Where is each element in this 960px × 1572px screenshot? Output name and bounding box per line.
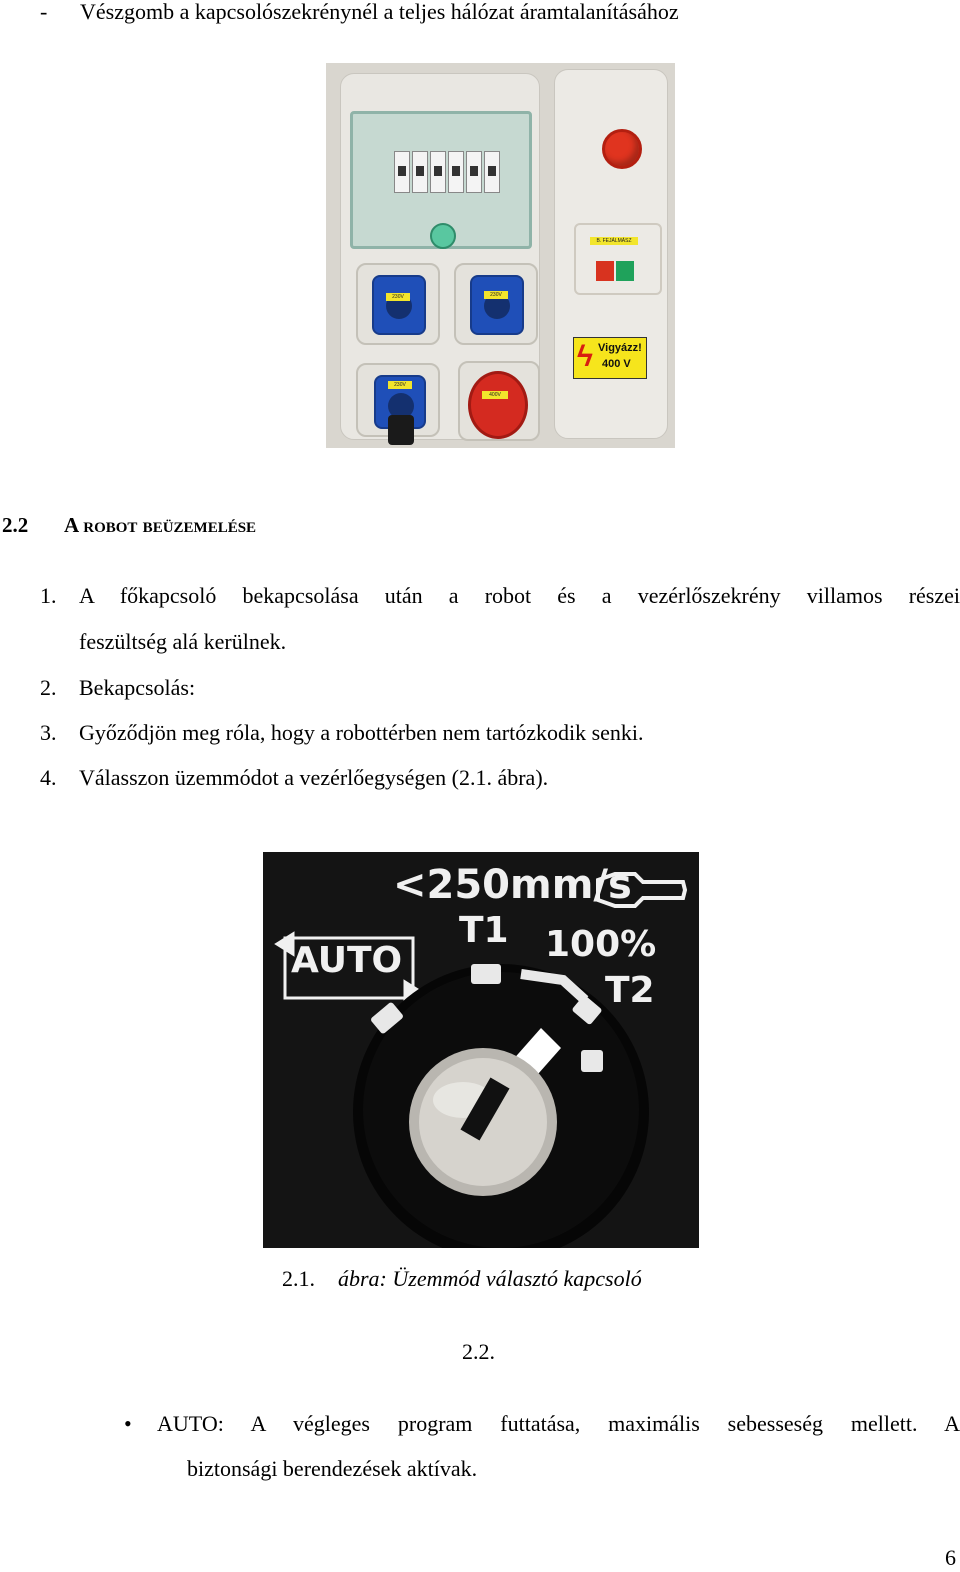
lightning-icon: ϟ — [577, 340, 593, 373]
step-text-cont: feszültség alá kerülnek. — [79, 629, 287, 654]
breaker — [430, 151, 446, 193]
intro-bullet-text: Vészgomb a kapcsolószekrénynél a teljes hálózat áramtalanításához — [80, 0, 679, 24]
breaker — [484, 151, 500, 193]
mode-bullet-marker: • — [124, 1411, 132, 1436]
caption-text: ábra: Üzemmód választó kapcsoló — [338, 1266, 642, 1291]
step-text: Válasszon üzemmódot a vezérlőegységen (2.1. ábra). — [79, 765, 549, 790]
socket-label: 230V — [386, 293, 410, 301]
mode-100-label: 100% — [545, 924, 657, 965]
section-number: 2.2 — [2, 513, 29, 537]
stop-button — [596, 261, 614, 281]
speed-label: <250mm/s — [393, 862, 632, 908]
plug-cable — [388, 415, 414, 445]
blue-socket — [470, 275, 524, 335]
breaker — [448, 151, 464, 193]
socket-label: 400V — [482, 391, 508, 399]
socket-label: 230V — [388, 381, 412, 389]
mode-auto-label: AUTO — [291, 940, 403, 981]
step-number: 2. — [40, 675, 57, 700]
step-number: 3. — [40, 720, 57, 745]
breaker — [412, 151, 428, 193]
mode-t2-label: T2 — [605, 970, 655, 1011]
mode-switch-photo — [263, 852, 699, 1248]
mode-t1-label: T1 — [459, 910, 509, 951]
red-socket — [468, 371, 528, 439]
key-icon — [598, 874, 685, 906]
step-text: Bekapcsolás: — [79, 675, 196, 700]
mode-bullet-text: AUTO: A végleges program futtatása, maximális sebesseség mellett. A — [157, 1411, 960, 1436]
cabinet-photo — [326, 63, 675, 448]
subheading: 2.2. — [462, 1339, 495, 1364]
marker-t2 — [581, 1050, 603, 1072]
panel-label: B. FEJÁLMÁSZ — [590, 237, 638, 245]
start-stop-frame — [574, 223, 662, 295]
mode-bullet-text-cont: biztonsági berendezések aktívak. — [187, 1456, 478, 1481]
step-text: A főkapcsoló bekapcsolása után a robot és a vezérlőszekrény villamos részei — [79, 583, 960, 608]
step-number: 4. — [40, 765, 57, 790]
breaker — [466, 151, 482, 193]
warning-sign — [573, 337, 647, 379]
intro-bullet-marker: - — [40, 0, 48, 24]
caption-number: 2.1. — [282, 1266, 315, 1291]
section-title: A robot beüzemelése — [64, 513, 257, 537]
warning-text-2: 400 V — [602, 358, 631, 370]
marker-t1 — [471, 964, 501, 984]
green-knob — [430, 223, 456, 249]
warning-text-1: Vigyázz! — [598, 342, 642, 354]
emergency-stop-button — [602, 129, 642, 169]
page-number: 6 — [945, 1545, 956, 1570]
step-text: Győződjön meg róla, hogy a robottérben nem tartózkodik senki. — [79, 720, 644, 745]
blue-socket — [372, 275, 426, 335]
step-number: 1. — [40, 583, 57, 608]
start-button — [616, 261, 634, 281]
breaker — [394, 151, 410, 193]
socket-label: 230V — [484, 291, 508, 299]
